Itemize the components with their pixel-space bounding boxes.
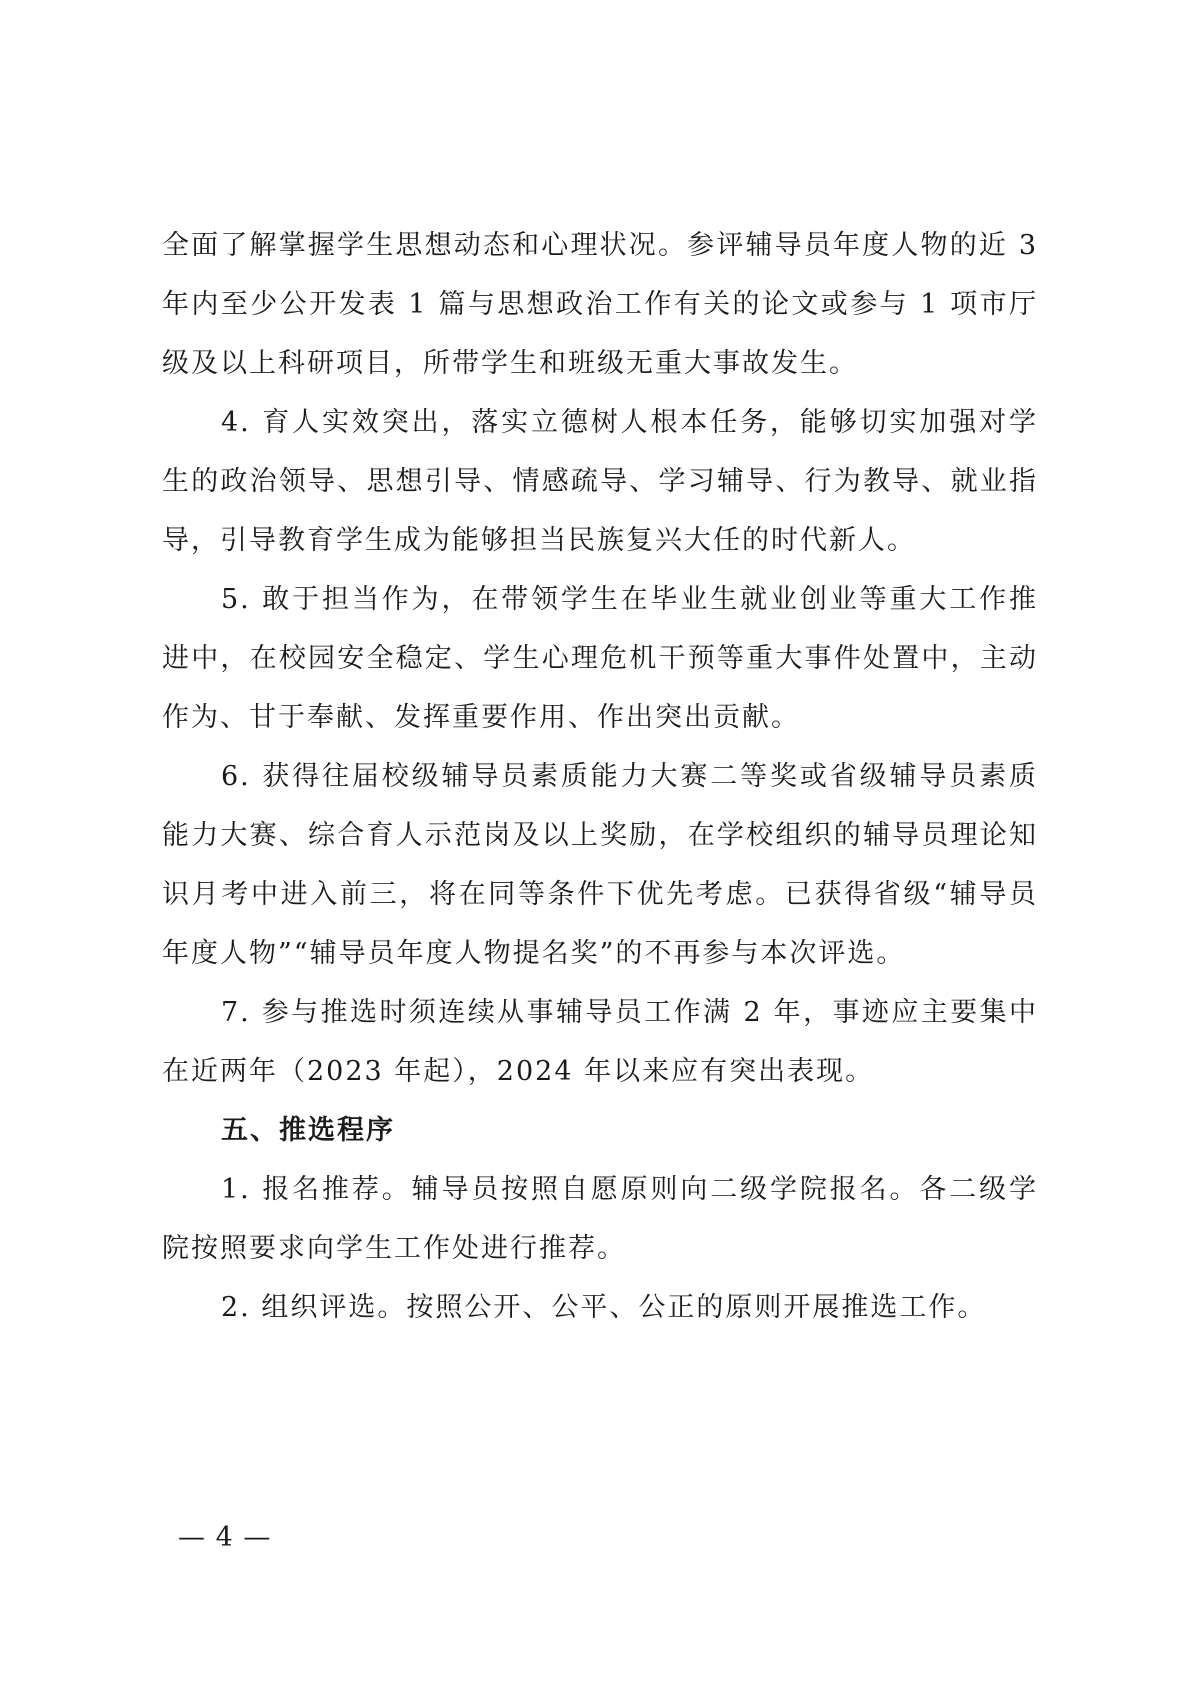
procedure-step-1: 1. 报名推荐。辅导员按照自愿原则向二级学院报名。各二级学院按照要求向学生工作处进行推荐。	[162, 1174, 1038, 1264]
section-heading: 五、推选程序	[221, 1115, 395, 1146]
paragraph-item-4: 4. 育人实效突出，落实立德树人根本任务，能够切实加强对学生的政治领导、思想引导、情感疏导、学习辅导、行为教导、就业指导，引导教育学生成为能够担当民族复兴大任的时代新人。	[162, 407, 1038, 556]
paragraph-item-6: 6. 获得往届校级辅导员素质能力大赛二等奖或省级辅导员素质能力大赛、综合育人示范岗及以上奖励，在学校组织的辅导员理论知识月考中进入前三，将在同等条件下优先考虑。已获得省级“辅导员年度人物”“辅导员年度人物提名奖”的不再参与本次评选。	[162, 761, 1038, 969]
paragraph-item-7: 7. 参与推选时须连续从事辅导员工作满 2 年，事迹应主要集中在近两年（2023 年起），2024 年以来应有突出表现。	[162, 997, 1038, 1087]
paragraph-item-5: 5. 敢于担当作为，在带领学生在毕业生就业创业等重大工作推进中，在校园安全稳定、学生心理危机干预等重大事件处置中，主动作为、甘于奉献、发挥重要作用、作出突出贡献。	[162, 584, 1038, 733]
document-body	[162, 216, 1038, 1337]
paragraph-continued: 全面了解掌握学生思想动态和心理状况。参评辅导员年度人物的近 3 年内至少公开发表 1 篇与思想政治工作有关的论文或参与 1 项市厅级及以上科研项目，所带学生和班级无重大事故发生。	[162, 230, 1038, 379]
procedure-step-2: 2. 组织评选。按照公开、公平、公正的原则开展推选工作。	[221, 1292, 987, 1323]
page-number: — 4 —	[178, 1522, 272, 1553]
